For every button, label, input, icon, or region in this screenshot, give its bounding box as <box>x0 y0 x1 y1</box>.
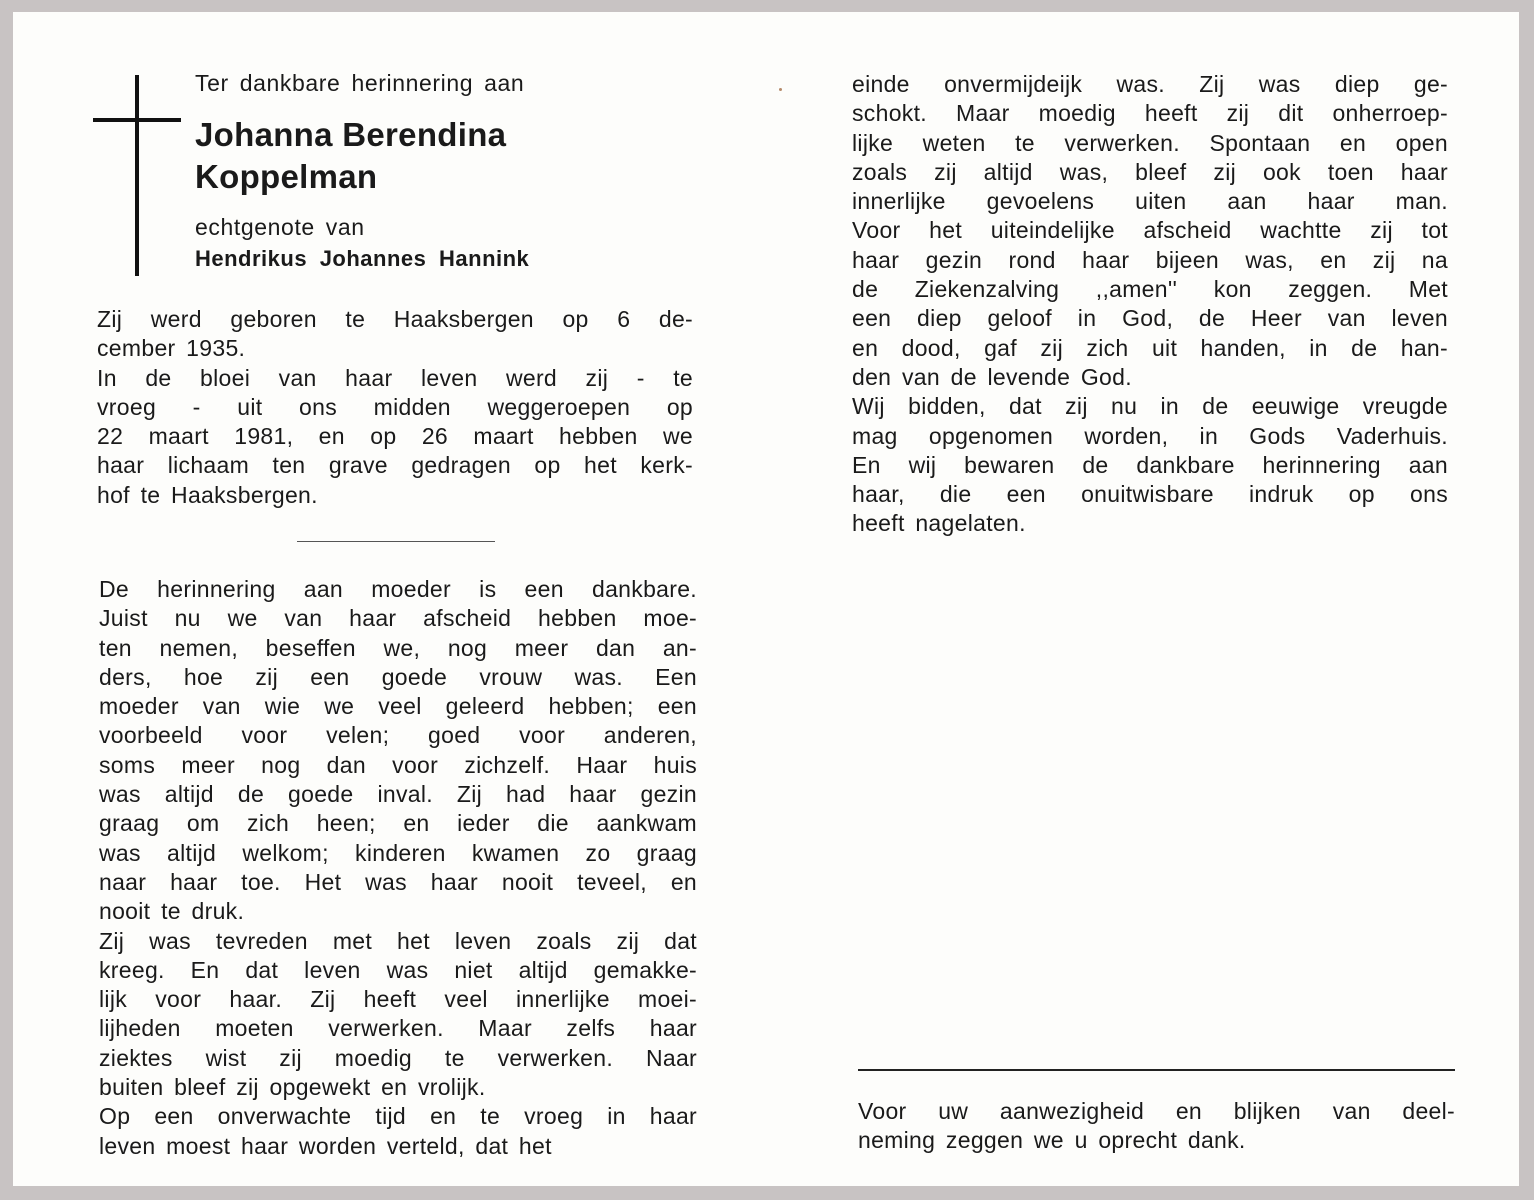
text-line: graag om zich heen; en ieder die aankwam <box>99 810 697 837</box>
text-line: 22 maart 1981, en op 26 maart hebben we <box>97 423 693 450</box>
text-line: neming zeggen we u oprecht dank. <box>858 1127 1246 1154</box>
text-line: was altijd de goede inval. Zij had haar gezin <box>99 781 697 808</box>
text-line: en dood, gaf zij zich uit handen, in de han- <box>852 334 1448 361</box>
text-line: De herinnering aan moeder is een dankbare. <box>99 576 697 602</box>
text-line: ten nemen, beseffen we, nog meer dan an- <box>99 634 697 661</box>
spouse-label: echtgenote van <box>195 214 365 240</box>
name-line-1: Johanna Berendina <box>195 116 507 153</box>
intro-text: Ter dankbare herinnering aan <box>195 70 525 96</box>
text-line: innerlijke gevoelens uiten aan haar man. <box>852 188 1448 215</box>
text-line: haar, die een onuitwisbare indruk op ons <box>852 481 1448 508</box>
text-line: Wij bidden, dat zij nu in de eeuwige vreugde <box>852 393 1448 420</box>
divider <box>297 541 495 542</box>
text-line: zoals zij altijd was, bleef zij ook toen haar <box>852 158 1448 185</box>
text-line: Juist nu we van haar afscheid hebben moe- <box>99 605 697 632</box>
text-line: vroeg - uit ons midden weggeroepen op <box>97 393 693 420</box>
deceased-name <box>195 114 506 198</box>
cross-icon-bar <box>93 118 181 122</box>
divider-rule <box>858 1069 1455 1071</box>
cross-icon <box>135 75 139 276</box>
text-line: een diep geloof in God, de Heer van leven <box>852 305 1448 332</box>
thanks-text <box>858 1097 1455 1156</box>
text-line: ders, hoe zij een goede vrouw was. Een <box>99 663 697 690</box>
text-line: lijke weten te verwerken. Spontaan en open <box>852 129 1448 156</box>
text-line: kreeg. En dat leven was niet altijd gemakke- <box>99 956 697 983</box>
text-line: In de bloei van haar leven werd zij - te <box>97 364 693 391</box>
text-line: schokt. Maar moedig heeft zij dit onherroep- <box>852 100 1448 127</box>
text-line: nooit te druk. <box>99 898 245 925</box>
text-line: was altijd welkom; kinderen kwamen zo graag <box>99 839 697 866</box>
text-line: haar lichaam ten grave gedragen op het kerk- <box>97 452 693 479</box>
text-line: lijheden moeten verwerken. Maar zelfs haar <box>99 1015 697 1042</box>
text-line: ziektes wist zij moedig te verwerken. Naar <box>99 1044 697 1071</box>
text-line: Voor uw aanwezigheid en blijken van deel- <box>858 1098 1455 1124</box>
text-line: Voor het uiteindelijke afscheid wachtte zij tot <box>852 217 1448 244</box>
text-line: moeder van wie we veel geleerd hebben; een <box>99 693 697 720</box>
text-line: Op een onverwachte tijd en te vroeg in haar <box>99 1103 697 1130</box>
text-line: hof te Haaksbergen. <box>97 481 318 508</box>
text-line: buiten bleef zij opgewekt en vrolijk. <box>99 1074 486 1101</box>
remembrance-text-continued <box>852 70 1448 539</box>
text-line: mag opgenomen worden, in Gods Vaderhuis. <box>852 422 1448 449</box>
text-line: Zij werd geboren te Haaksbergen op 6 de- <box>97 306 693 332</box>
name-line-2: Koppelman <box>195 158 378 195</box>
text-line: soms meer nog dan voor zichzelf. Haar huis <box>99 751 697 778</box>
text-line: einde onvermijdeijk was. Zij was diep ge- <box>852 71 1448 97</box>
text-line: haar gezin rond haar bijeen was, en zij na <box>852 246 1448 273</box>
text-line: voorbeeld voor velen; goed voor anderen, <box>99 722 697 749</box>
text-line: En wij bewaren de dankbare herinnering aan <box>852 451 1448 478</box>
spouse-name: Hendrikus Johannes Hannink <box>195 246 530 271</box>
speck <box>779 88 782 91</box>
text-line: de Ziekenzalving ,,amen'' kon zeggen. Met <box>852 276 1448 303</box>
text-line: leven moest haar worden verteld, dat het <box>99 1132 552 1159</box>
text-line: lijk voor haar. Zij heeft veel innerlijke moei- <box>99 986 697 1013</box>
biography-text <box>97 305 693 510</box>
text-line: den van de levende God. <box>852 363 1132 390</box>
text-line: naar haar toe. Het was haar nooit teveel, en <box>99 868 697 895</box>
text-line: heeft nagelaten. <box>852 510 1026 537</box>
text-line: Zij was tevreden met het leven zoals zij dat <box>99 927 697 954</box>
text-line: cember 1935. <box>97 335 246 362</box>
remembrance-text <box>99 575 697 1161</box>
